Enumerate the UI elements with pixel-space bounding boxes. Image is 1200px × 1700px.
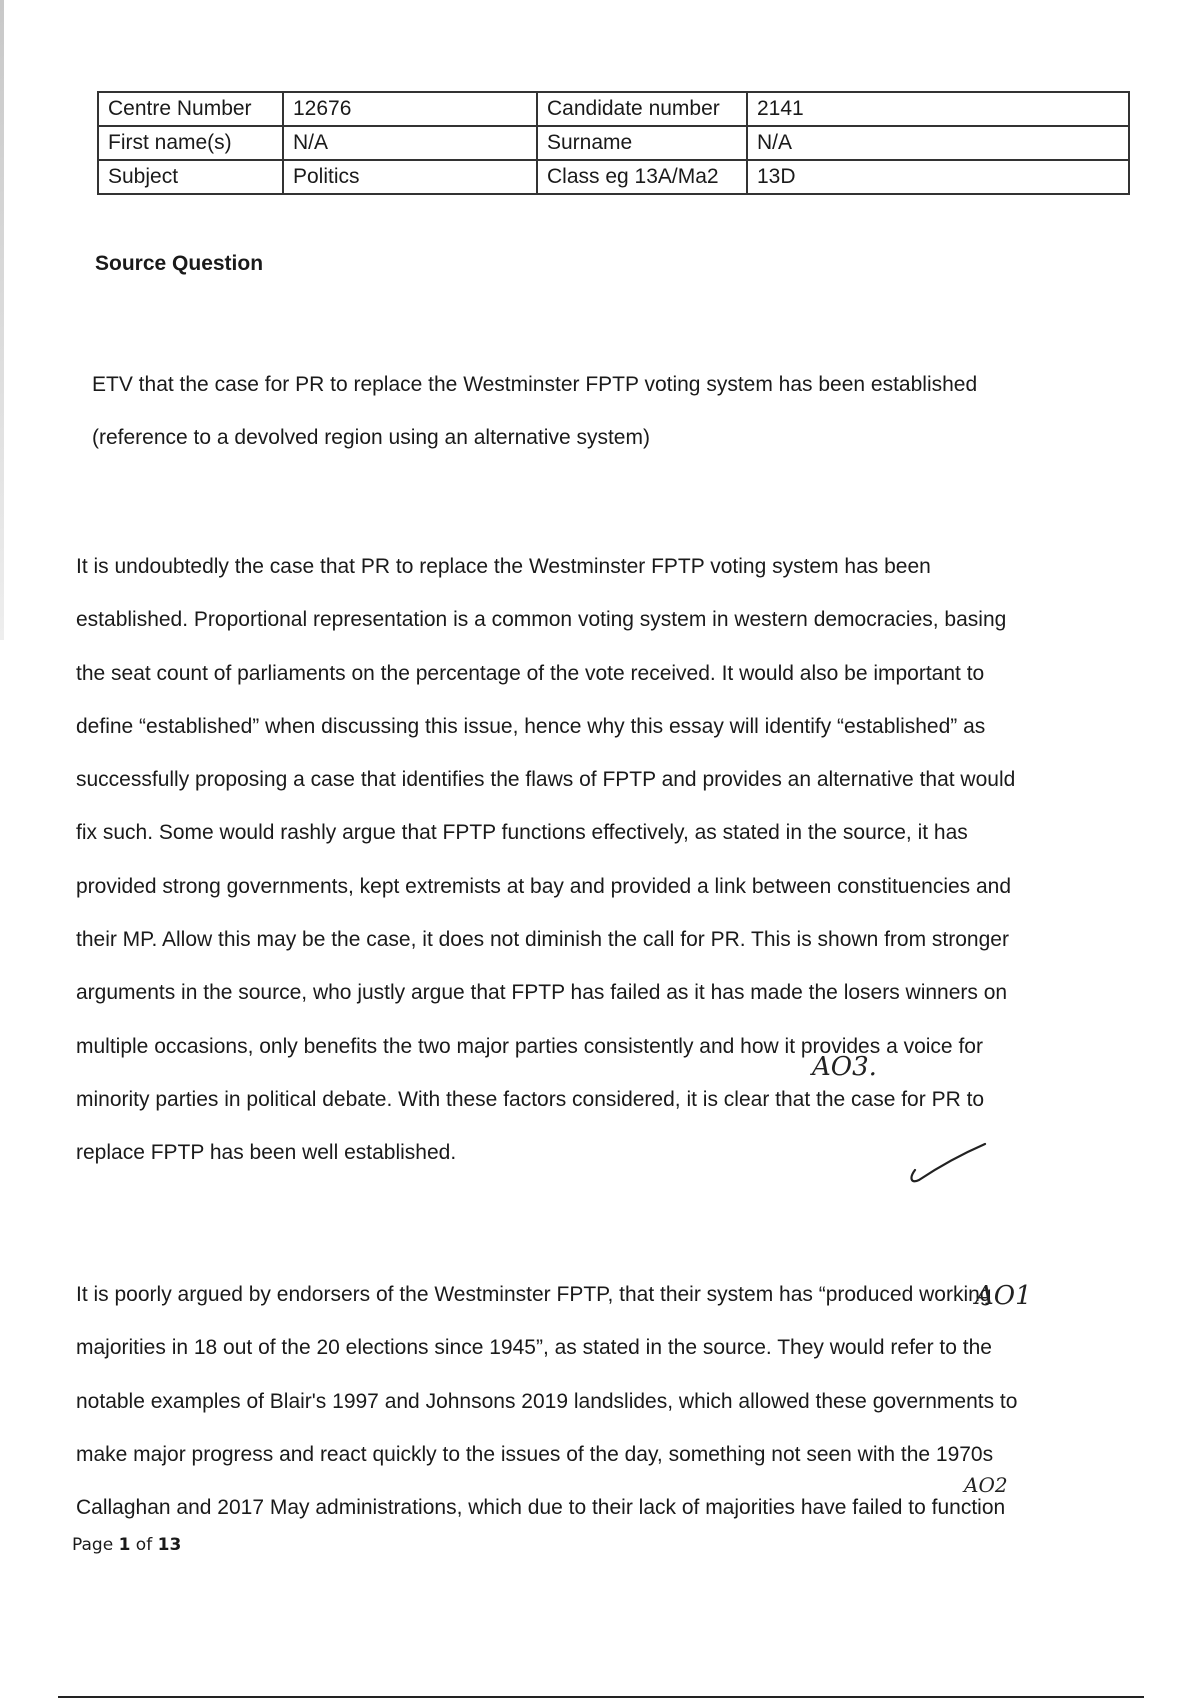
paragraph-line: successfully proposing a case that identifies the flaws of FPTP and provides an alternative that would (76, 768, 1016, 792)
paragraph-line: make major progress and react quickly to the issues of the day, something not seen with the 1970s (76, 1442, 994, 1466)
centre-number-value: 12676 (283, 92, 537, 126)
page-current: 1 (118, 1535, 131, 1555)
subject-label: Subject (98, 160, 283, 194)
class-value: 13D (747, 160, 1129, 194)
first-name-value: N/A (283, 126, 537, 160)
paragraph-line: established. Proportional representation is a common voting system in western democracies, basing (76, 608, 1007, 632)
essay-question (92, 358, 1132, 464)
page-divider (58, 1696, 1144, 1698)
page-footer (72, 1535, 181, 1555)
scan-edge (0, 0, 4, 640)
check-mark-icon (907, 1140, 989, 1190)
marker-annotation-ao3: AO3. (812, 1052, 877, 1082)
surname-label: Surname (537, 126, 747, 160)
paragraph-line: It is undoubtedly the case that PR to replace the Westminster FPTP voting system has been (76, 555, 931, 578)
paragraph-line: replace FPTP has been well established. (76, 1141, 457, 1165)
paragraph-line: Callaghan and 2017 May administrations, which due to their lack of majorities have failed to function (76, 1496, 1006, 1520)
candidate-number-label: Candidate number (537, 92, 747, 126)
paragraph-line: the seat count of parliaments on the percentage of the vote received. It would also be important to (76, 661, 985, 685)
first-name-label: First name(s) (98, 126, 283, 160)
paragraph-line: multiple occasions, only benefits the two major parties consistently and how it provides a voice for (76, 1034, 983, 1058)
marker-annotation-ao1: AO1 (975, 1281, 1032, 1311)
page-of-label: of (130, 1535, 158, 1555)
paragraph-line: their MP. Allow this may be the case, it does not diminish the call for PR. This is shown from stronger (76, 928, 1009, 952)
page-total: 13 (157, 1535, 182, 1555)
paragraph-line: arguments in the source, who justly argue that FPTP has failed as it has made the losers winners on (76, 981, 1008, 1005)
question-line: (reference to a devolved region using an alternative system) (92, 426, 650, 449)
table-row (98, 160, 1129, 194)
question-line: ETV that the case for PR to replace the Westminster FPTP voting system has been established (92, 373, 978, 396)
page-label: Page (72, 1535, 119, 1555)
paragraph-line: provided strong governments, kept extremists at bay and provided a link between constituencies and (76, 874, 1012, 898)
candidate-number-value: 2141 (747, 92, 1129, 126)
centre-number-label: Centre Number (98, 92, 283, 126)
class-label: Class eg 13A/Ma2 (537, 160, 747, 194)
paragraph-line: define “established” when discussing this issue, hence why this essay will identify “established” as (76, 714, 986, 738)
paragraph-line: fix such. Some would rashly argue that FPTP functions effectively, as stated in the source, it has (76, 821, 968, 845)
marker-annotation-ao2: AO2 (964, 1473, 1008, 1497)
paragraph-line: It is poorly argued by endorsers of the Westminster FPTP, that their system has “produced working (76, 1283, 992, 1306)
table-row (98, 126, 1129, 160)
table-row (98, 92, 1129, 126)
essay-paragraph-1 (76, 540, 1136, 1180)
subject-value: Politics (283, 160, 537, 194)
candidate-info-table (97, 91, 1130, 195)
paragraph-line: majorities in 18 out of the 20 elections since 1945”, as stated in the source. They would refer to the (76, 1336, 992, 1360)
paragraph-line: minority parties in political debate. With these factors considered, it is clear that the case for PR to (76, 1087, 985, 1111)
section-heading: Source Question (95, 252, 264, 275)
paragraph-line: notable examples of Blair's 1997 and Johnsons 2019 landslides, which allowed these governments to (76, 1389, 1018, 1413)
surname-value: N/A (747, 126, 1129, 160)
